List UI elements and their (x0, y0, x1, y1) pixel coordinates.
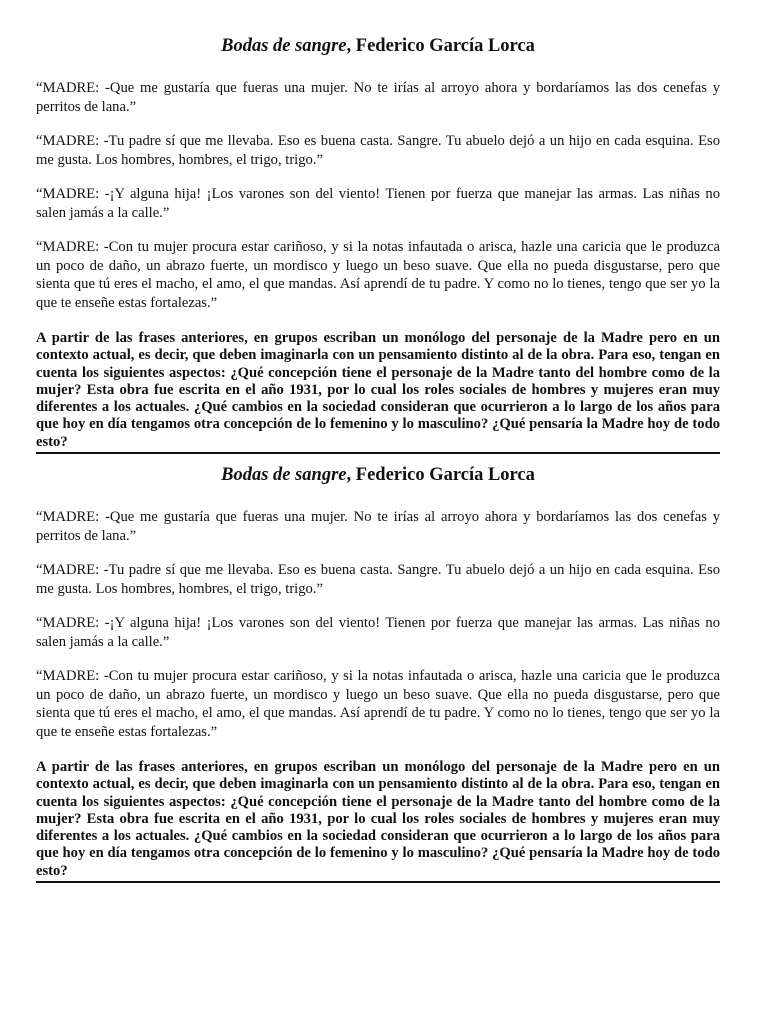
quote-list (36, 79, 720, 312)
quote-paragraph: “MADRE: -Con tu mujer procura estar cariñoso, y si la notas infautada o arisca, hazle una caricia que le produzca un poco de daño, un abrazo fuerte, un mordisco y luego un beso suave. Que ella no pueda disgustarse, pero que sienta que tú eres el macho, el amo, el que mandas. Así aprendí de tu padre. Y como no lo tienes, tengo que ser yo la que te enseñe estas fortalezas.” (36, 239, 720, 311)
quote-paragraph: “MADRE: -¡Y alguna hija! ¡Los varones son del viento! Tienen por fuerza que manejar las armas. Las niñas no salen jamás a la calle.” (36, 186, 720, 221)
author-name: Federico García Lorca (355, 465, 535, 485)
work-title: Bodas de sangre (221, 465, 347, 485)
quote-paragraph: “MADRE: -Tu padre sí que me llevaba. Eso es buena casta. Sangre. Tu abuelo dejó a un hijo en cada esquina. Eso me gusta. Los hombres, hombres, el trigo, trigo.” (36, 562, 720, 597)
worksheet-block-1 (36, 34, 720, 454)
section-divider (36, 452, 720, 454)
worksheet-block-2 (36, 463, 720, 883)
title-separator: , (346, 36, 356, 56)
title-separator: , (346, 465, 356, 485)
document-title (36, 463, 720, 487)
activity-instructions: A partir de las frases anteriores, en grupos escriban un monólogo del personaje de la Madre pero en un contexto actual, es decir, que deben imaginarla con un pensamiento distinto al de la obra. Para eso, tengan en cuenta los siguientes aspectos: ¿Qué concepción tiene el personaje de la Madre tanto del hombre como de la mujer? Esta obra fue escrita en el año 1931, por lo cual los roles sociales de hombres y mujeres eran muy diferentes a los actuales. ¿Qué cambios en la sociedad consideran que ocurrieron a lo largo de los años para que hoy en día tengamos otra concepción de lo femenino y lo masculino? ¿Qué pensaría la Madre hoy de todo esto? (36, 330, 720, 450)
quote-paragraph: “MADRE: -Que me gustaría que fueras una mujer. No te irías al arroyo ahora y bordaríamos las dos cenefas y perritos de lana.” (36, 509, 720, 544)
work-title: Bodas de sangre (221, 36, 347, 56)
quote-paragraph: “MADRE: -Que me gustaría que fueras una mujer. No te irías al arroyo ahora y bordaríamos las dos cenefas y perritos de lana.” (36, 80, 720, 115)
quote-paragraph: “MADRE: -¡Y alguna hija! ¡Los varones son del viento! Tienen por fuerza que manejar las armas. Las niñas no salen jamás a la calle.” (36, 615, 720, 650)
document-title (36, 34, 720, 58)
author-name: Federico García Lorca (355, 36, 535, 56)
quote-paragraph: “MADRE: -Con tu mujer procura estar cariñoso, y si la notas infautada o arisca, hazle una caricia que le produzca un poco de daño, un abrazo fuerte, un mordisco y luego un beso suave. Que ella no pueda disgustarse, pero que sienta que tú eres el macho, el amo, el que mandas. Así aprendí de tu padre. Y como no lo tienes, tengo que ser yo la que te enseñe estas fortalezas.” (36, 668, 720, 740)
activity-instructions: A partir de las frases anteriores, en grupos escriban un monólogo del personaje de la Madre pero en un contexto actual, es decir, que deben imaginarla con un pensamiento distinto al de la obra. Para eso, tengan en cuenta los siguientes aspectos: ¿Qué concepción tiene el personaje de la Madre tanto del hombre como de la mujer? Esta obra fue escrita en el año 1931, por lo cual los roles sociales de hombres y mujeres eran muy diferentes a los actuales. ¿Qué cambios en la sociedad consideran que ocurrieron a lo largo de los años para que hoy en día tengamos otra concepción de lo femenino y lo masculino? ¿Qué pensaría la Madre hoy de todo esto? (36, 759, 720, 879)
quote-list (36, 508, 720, 741)
section-divider (36, 881, 720, 883)
quote-paragraph: “MADRE: -Tu padre sí que me llevaba. Eso es buena casta. Sangre. Tu abuelo dejó a un hijo en cada esquina. Eso me gusta. Los hombres, hombres, el trigo, trigo.” (36, 133, 720, 168)
